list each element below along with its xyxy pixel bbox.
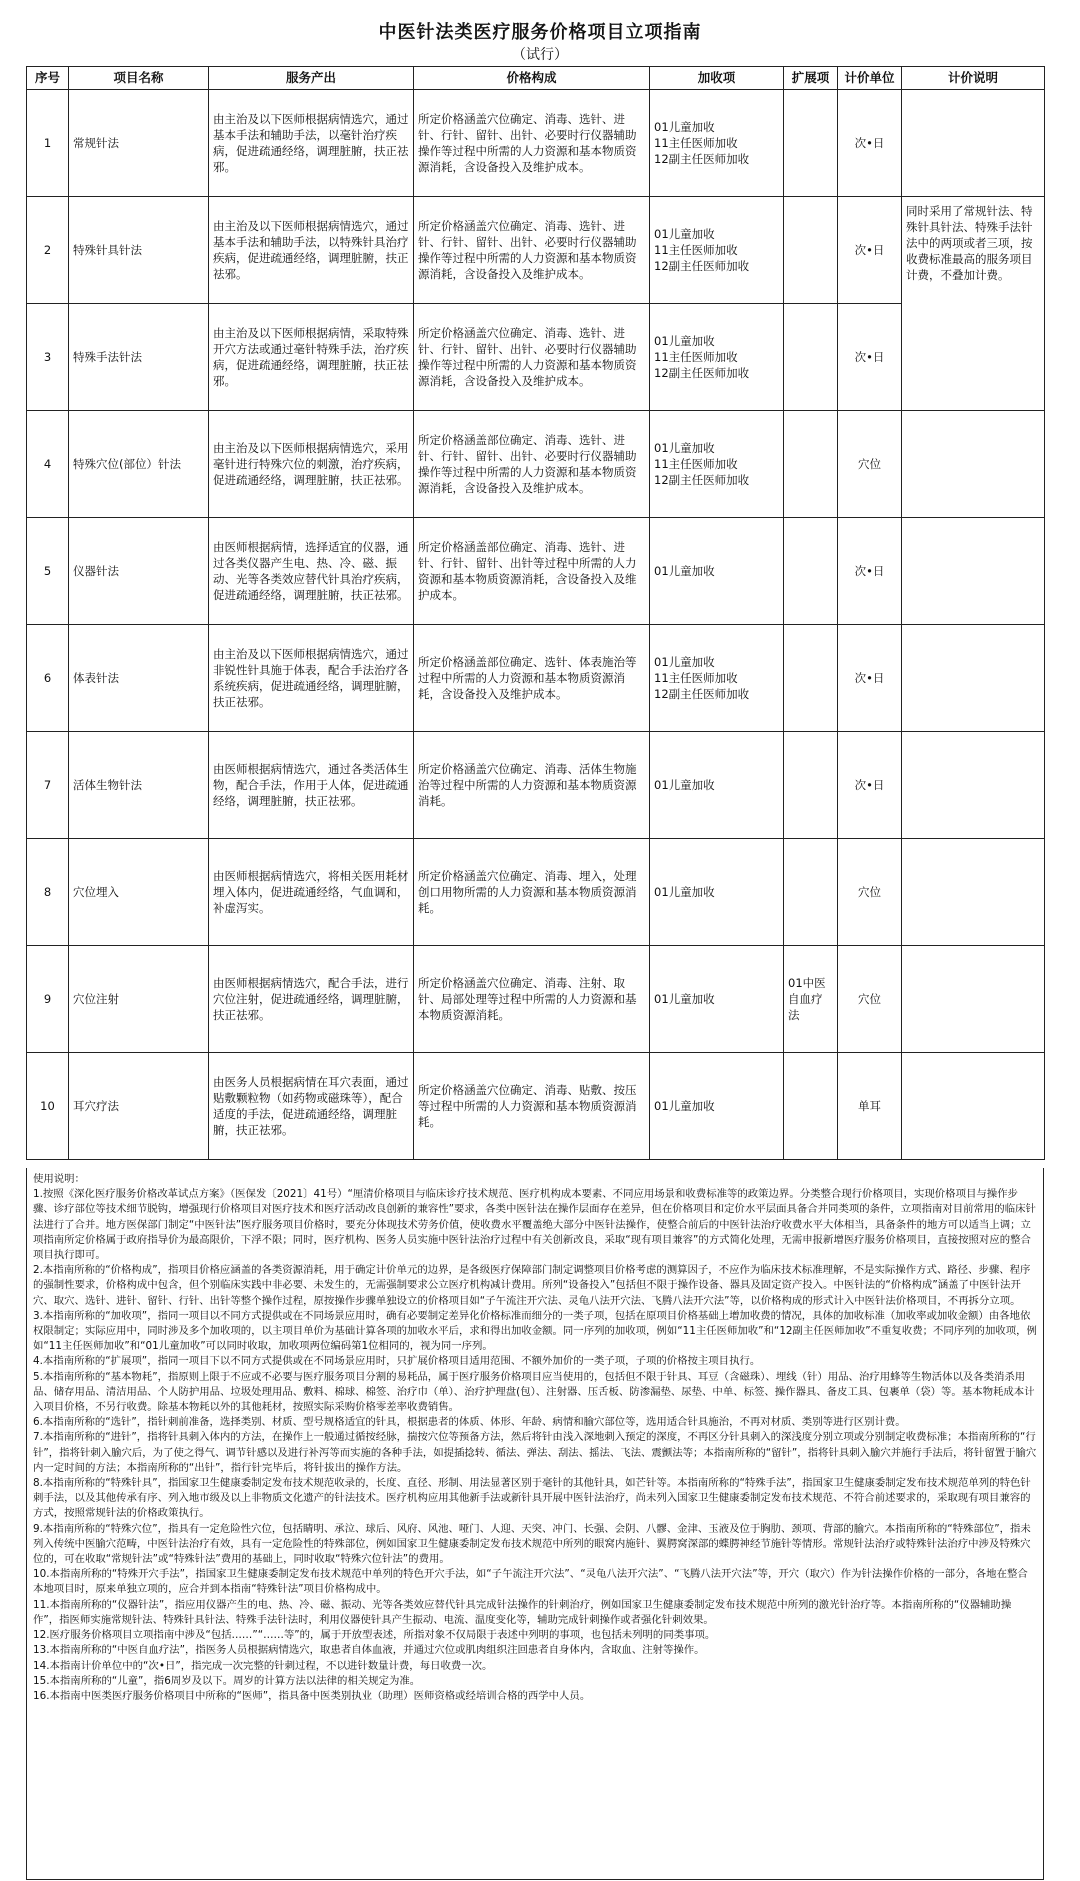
cell-unit: 单耳 bbox=[838, 1053, 902, 1160]
table-row bbox=[27, 304, 1045, 411]
add-item: 01儿童加收 bbox=[654, 778, 715, 792]
cell-note bbox=[902, 411, 1045, 518]
price-item-table bbox=[26, 66, 1045, 1160]
usage-note: 9.本指南所称的“特殊穴位”，指具有一定危险性穴位，包括睛明、承泣、球后、风府、风池、哑门、人迎、天突、冲门、长强、会阴、八髎、金津、玉液及位于胸肋、颈项、背部的腧穴。本指南所称的“特殊部位”，指未列入传统中医腧穴范畴，中医针法治疗有效，具有一定危险性的特殊部位，例如国家卫生健康委制定发布技术规范中所列的眼窝内施针、翼腭窝深部的蝶腭神经节施针等情形。常规针法治疗或特殊针法治疗中涉及特殊穴位的，可在收取“常规针法”或“特殊针法”费用的基础上，同时收取“特殊穴位针法”的费用。 bbox=[33, 1522, 1031, 1566]
cell-no: 7 bbox=[27, 732, 69, 839]
cell-note bbox=[902, 625, 1045, 732]
usage-note: 14.本指南计价单位中的“次•日”，指完成一次完整的针刺过程，不以进针数量计费，每日收费一次。 bbox=[33, 1659, 493, 1672]
cell-output: 由主治及以下医师根据病情选穴，通过基本手法和辅助手法，以毫针治疗疾病，促进疏通经络，调理脏腑，扶正祛邪。 bbox=[209, 90, 414, 197]
usage-note: 3.本指南所称的“加收项”，指同一项目以不同方式提供或在不同场景应用时，确有必要制定差异化价格标准而细分的一类子项，包括在原项目价格基础上增加收费的情况，具体的加收标准（加收率或加收金额）由各地依权限制定；实际应用中，同时涉及多个加收项的，以主项目单价为基础计算各项的加收水平后，求和得出加收金额。同一序列的加收项，例如“11主任医师加收”和“12副主任医师加收”不重复收费；不同序列的加收项，例如“11主任医师加收”和“01儿童加收”可以同时收取，加收项两位编码第1位相同的，视为同一序列。 bbox=[33, 1309, 1037, 1353]
table-row bbox=[27, 625, 1045, 732]
usage-note: 5.本指南所称的“基本物耗”，指原则上限于不应或不必要与医疗服务项目分割的易耗品，属于医疗服务价格项目应当使用的，包括但不限于针具、耳豆（含磁珠）、埋线（针）用品、治疗用蜂等生物活体以及各类消杀用品、储存用品、清洁用品、个人防护用品、垃圾处理用品、敷料、棉球、棉签、治疗巾（单）、治疗护理盘(包）、注射器、压舌板、防渗漏垫、尿垫、中单、标签、操作器具、备皮工具、包裹单（袋）等。基本物耗成本计入项目价格，不另行收费。除基本物耗以外的其他耗材，按照实际采购价格零差率收费销售。 bbox=[33, 1370, 1035, 1414]
usage-note: 16.本指南中医类医疗服务价格项目中所称的“医师”，指具备中医类别执业（助理）医师资格或经培训合格的西学中人员。 bbox=[33, 1689, 591, 1702]
usage-notes-title: 使用说明： bbox=[33, 1173, 85, 1185]
cell-no: 3 bbox=[27, 304, 69, 411]
document-title: 中医针法类医疗服务价格项目立项指南 bbox=[378, 22, 702, 43]
cell-add bbox=[650, 411, 784, 518]
add-item: 12副主任医师加收 bbox=[654, 152, 750, 166]
usage-note: 2.本指南所称的“价格构成”，指项目价格应涵盖的各类资源消耗，用于确定计价单元的边界，是各级医疗保障部门制定调整项目价格考虑的测算因子，不应作为临床技术标准理解，不是实际操作方式、路径、步骤、程序的强制性要求，价格构成中包含，但个别临床实践中非必要、未发生的，无需强制要求公立医疗机构减计费用。所列“设备投入”包括但不限于操作设备、器具及固定资产投入。中医针法的“价格构成”涵盖了中医针法开穴、取穴、选针、进针、留针、行针、出针等整个操作过程，原按操作步骤单独设立的价格项目如“子午流注开穴法、灵龟八法开穴法、飞腾八法开穴法”等，以价格构成的形式计入中医针法价格项目，不再拆分立项。 bbox=[33, 1264, 1031, 1307]
cell-unit: 次•日 bbox=[838, 197, 902, 304]
cell-no: 9 bbox=[27, 946, 69, 1053]
cell-name: 特殊穴位(部位）针法 bbox=[69, 411, 209, 518]
cell-no: 2 bbox=[27, 197, 69, 304]
cell-unit: 穴位 bbox=[838, 839, 902, 946]
cell-note bbox=[902, 732, 1045, 839]
cell-unit: 次•日 bbox=[838, 732, 902, 839]
cell-unit: 穴位 bbox=[838, 411, 902, 518]
cell-ext bbox=[784, 839, 838, 946]
cell-add bbox=[650, 839, 784, 946]
cell-no: 5 bbox=[27, 518, 69, 625]
table-row bbox=[27, 411, 1045, 518]
cell-ext bbox=[784, 518, 838, 625]
header-ext: 扩展项 bbox=[784, 67, 838, 90]
add-item: 01儿童加收 bbox=[654, 441, 715, 455]
cell-price: 所定价格涵盖穴位确定、消毒、选针、进针、行针、留针、出针、必要时行仪器辅助操作等过程中所需的人力资源和基本物质资源消耗，含设备投入及维护成本。 bbox=[414, 197, 650, 304]
add-item: 01儿童加收 bbox=[654, 564, 715, 578]
usage-note: 15.本指南所称的“儿童”，指6周岁及以下。周岁的计算方法以法律的相关规定为准。 bbox=[33, 1674, 421, 1687]
header-output: 服务产出 bbox=[209, 67, 414, 90]
cell-output: 由主治及以下医师根据病情选穴，采用毫针进行特殊穴位的刺激，治疗疾病，促进疏通经络，调理脏腑，扶正祛邪。 bbox=[209, 411, 414, 518]
cell-name: 穴位注射 bbox=[69, 946, 209, 1053]
cell-name: 常规针法 bbox=[69, 90, 209, 197]
cell-ext: 01中医自血疗法 bbox=[784, 946, 838, 1053]
cell-no: 6 bbox=[27, 625, 69, 732]
add-item: 11主任医师加收 bbox=[654, 136, 738, 150]
cell-output: 由医师根据病情，选择适宜的仪器，通过各类仪器产生电、热、冷、磁、振动、光等各类效应替代针具治疗疾病，促进疏通经络，调理脏腑，扶正祛邪。 bbox=[209, 518, 414, 625]
usage-note: 10.本指南所称的“特殊开穴手法”，指国家卫生健康委制定发布技术规范中单列的特色开穴手法，如“子午流注开穴法”、“灵龟八法开穴法”、“飞腾八法开穴法”等，开穴（取穴）作为针法操作价格的一部分，各地在整合本地项目时，原来单独立项的，应合并到本指南“特殊针法”项目价格构成中。 bbox=[33, 1568, 1028, 1596]
cell-no: 10 bbox=[27, 1053, 69, 1160]
cell-no: 8 bbox=[27, 839, 69, 946]
cell-name: 耳穴疗法 bbox=[69, 1053, 209, 1160]
table-row bbox=[27, 839, 1045, 946]
cell-add bbox=[650, 946, 784, 1053]
cell-note bbox=[902, 946, 1045, 1053]
cell-output: 由医师根据病情选穴，通过各类活体生物，配合手法，作用于人体，促进疏通经络，调理脏腑，扶正祛邪。 bbox=[209, 732, 414, 839]
add-item: 11主任医师加收 bbox=[654, 350, 738, 364]
cell-ext bbox=[784, 411, 838, 518]
cell-add bbox=[650, 1053, 784, 1160]
table-row bbox=[27, 518, 1045, 625]
cell-price: 所定价格涵盖穴位确定、消毒、贴敷、按压等过程中所需的人力资源和基本物质资源消耗。 bbox=[414, 1053, 650, 1160]
cell-add bbox=[650, 90, 784, 197]
cell-name: 特殊针具针法 bbox=[69, 197, 209, 304]
table-row bbox=[27, 946, 1045, 1053]
cell-output: 由主治及以下医师根据病情，采取特殊开穴方法或通过毫针特殊手法，治疗疾病，促进疏通经络，调理脏腑，扶正祛邪。 bbox=[209, 304, 414, 411]
cell-unit: 次•日 bbox=[838, 90, 902, 197]
cell-ext bbox=[784, 197, 838, 304]
add-item: 01儿童加收 bbox=[654, 120, 715, 134]
add-item: 01儿童加收 bbox=[654, 992, 715, 1006]
usage-note: 4.本指南所称的“扩展项”，指同一项目下以不同方式提供或在不同场景应用时，只扩展价格项目适用范围、不额外加价的一类子项，子项的价格按主项目执行。 bbox=[33, 1355, 761, 1368]
cell-ext bbox=[784, 1053, 838, 1160]
usage-notes bbox=[26, 1168, 1044, 1880]
header-no: 序号 bbox=[27, 67, 69, 90]
table-row bbox=[27, 90, 1045, 197]
cell-unit: 次•日 bbox=[838, 518, 902, 625]
cell-add bbox=[650, 197, 784, 304]
cell-name: 特殊手法针法 bbox=[69, 304, 209, 411]
header-name: 项目名称 bbox=[69, 67, 209, 90]
usage-note: 1.按照《深化医疗服务价格改革试点方案》（医保发〔2021〕41号）“厘清价格项目与临床诊疗技术规范、医疗机构成本要素、不同应用场景和收费标准等的政策边界。分类整合现行价格项目，实现价格项目与操作步骤、诊疗部位等技术细节脱钩，增强现行价格项目对医疗技术和医疗活动改良创新的兼容性”要求，各类中医针法在操作层面存在差异，但在价格项目和定价水平层面具备合并同类项的条件，立项指南对目前常用的临床针法进行了合并。地方医保部门制定“中医针法”医疗服务项目价格时，要充分体现技术劳务价值，使收费水平覆盖绝大部分中医针法操作，使整合前后的中医针法治疗收费水平大体相当，具备条件的地方可以适当上调；立项指南所定价格属于政府指导价为最高限价，下浮不限；同时，医疗机构、医务人员实施中医针法治疗过程中有关创新改良，采取“现有项目兼容”的方式简化处理，无需申报新增医疗服务价格项目，直接按照对应的整合项目执行即可。 bbox=[33, 1188, 1036, 1262]
add-item: 11主任医师加收 bbox=[654, 671, 738, 685]
cell-unit: 次•日 bbox=[838, 304, 902, 411]
cell-output: 由主治及以下医师根据病情选穴，通过非锐性针具施于体表，配合手法治疗各系统疾病，促进疏通经络，调理脏腑，扶正祛邪。 bbox=[209, 625, 414, 732]
add-item: 01儿童加收 bbox=[654, 227, 715, 241]
cell-add bbox=[650, 625, 784, 732]
cell-note bbox=[902, 518, 1045, 625]
usage-note: 7.本指南所称的“进针”，指将针具刺入体内的方法，在操作上一般通过循按经脉，揣按穴位等预备方法，然后将针由浅入深地刺入预定的深度，不再区分针具刺入的深浅度分别立项或分别制定收费标准；本指南所称的“行针”，指将针刺入腧穴后，为了使之得气、调节针感以及进行补泻等而实施的各种手法，如提插捻转、循法、弹法、刮法、摇法、飞法、震颤法等；本指南所称的“留针”，指将针具刺入腧穴并施行手法后，将针留置于腧穴内一定时间的方法；本指南所称的“出针”，指行针完毕后，将针拔出的操作方法。 bbox=[33, 1431, 1037, 1474]
cell-price: 所定价格涵盖部位确定、消毒、选针、进针、行针、留针、出针、必要时行仪器辅助操作等过程中所需的人力资源和基本物质资源消耗，含设备投入及维护成本。 bbox=[414, 411, 650, 518]
cell-note bbox=[902, 839, 1045, 946]
header-add: 加收项 bbox=[650, 67, 784, 90]
cell-name: 穴位埋入 bbox=[69, 839, 209, 946]
add-item: 01儿童加收 bbox=[654, 885, 715, 899]
usage-note: 13.本指南所称的“中医自血疗法”，指医务人员根据病情选穴，取患者自体血液，并通过穴位或肌肉组织注回患者自身体内，含取血、注射等操作。 bbox=[33, 1644, 705, 1657]
add-item: 01儿童加收 bbox=[654, 1099, 715, 1113]
table-row bbox=[27, 732, 1045, 839]
add-item: 12副主任医师加收 bbox=[654, 366, 750, 380]
add-item: 11主任医师加收 bbox=[654, 243, 738, 257]
cell-ext bbox=[784, 732, 838, 839]
cell-price: 所定价格涵盖穴位确定、消毒、注射、取针、局部处理等过程中所需的人力资源和基本物质资源消耗。 bbox=[414, 946, 650, 1053]
cell-output: 由医务人员根据病情在耳穴表面，通过贴敷颗粒物（如药物或磁珠等），配合适度的手法，促进疏通经络，调理脏腑，扶正祛邪。 bbox=[209, 1053, 414, 1160]
cell-unit: 穴位 bbox=[838, 946, 902, 1053]
cell-note bbox=[902, 90, 1045, 197]
usage-note: 8.本指南所称的“特殊针具”，指国家卫生健康委制定发布技术规范收录的，长度、直径、形制、用法显著区别于毫针的其他针具，如芒针等。本指南所称的“特殊手法”，指国家卫生健康委制定发布技术规范单列的特色针刺手法，以及其他传承有序、列入地市级及以上非物质文化遗产的针法技术。医疗机构应用其他新手法或新针具开展中医针法治疗，尚未列入国家卫生健康委制定发布技术规范、不符合前述要求的，采取现有项目兼容的方式，按照常规针法的价格政策执行。 bbox=[33, 1477, 1031, 1520]
header-price: 价格构成 bbox=[414, 67, 650, 90]
cell-price: 所定价格涵盖穴位确定、消毒、埋入，处理创口用物所需的人力资源和基本物质资源消耗。 bbox=[414, 839, 650, 946]
cell-no: 1 bbox=[27, 90, 69, 197]
cell-add bbox=[650, 518, 784, 625]
cell-add bbox=[650, 304, 784, 411]
cell-unit: 次•日 bbox=[838, 625, 902, 732]
cell-price: 所定价格涵盖穴位确定、消毒、选针、进针、行针、留针、出针、必要时行仪器辅助操作等过程中所需的人力资源和基本物质资源消耗，含设备投入及维护成本。 bbox=[414, 90, 650, 197]
cell-ext bbox=[784, 625, 838, 732]
document-subtitle: （试行） bbox=[512, 47, 568, 63]
usage-note: 11.本指南所称的“仪器针法”，指应用仪器产生的电、热、冷、磁、振动、光等各类效应替代针具完成针法操作的针刺治疗，例如国家卫生健康委制定发布技术规范中所列的激光针治疗等。本指南所称的“仪器辅助操作”，指医师实施常规针法、特殊针具针法、特殊手法针法时，利用仪器使针具产生振动、电流、温度变化等，辅助完成针刺操作或者强化针刺效果。 bbox=[33, 1598, 1012, 1626]
add-item: 12副主任医师加收 bbox=[654, 473, 750, 487]
table-header-row bbox=[27, 67, 1045, 90]
cell-output: 由医师根据病情选穴，配合手法，进行穴位注射，促进疏通经络，调理脏腑，扶正祛邪。 bbox=[209, 946, 414, 1053]
add-item: 12副主任医师加收 bbox=[654, 259, 750, 273]
table-row bbox=[27, 197, 1045, 304]
usage-note: 12.医疗服务价格项目立项指南中涉及“包括……”“……等”的，属于开放型表述，所指对象不仅局限于表述中列明的事项，也包括未列明的同类事项。 bbox=[33, 1629, 716, 1642]
cell-output: 由主治及以下医师根据病情选穴，通过基本手法和辅助手法，以特殊针具治疗疾病，促进疏通经络，调理脏腑，扶正祛邪。 bbox=[209, 197, 414, 304]
usage-note: 6.本指南所称的“选针”，指针刺前准备，选择类别、材质、型号规格适宜的针具，根据患者的体质、体形、年龄、病情和腧穴部位等，选用适合针具施治，不再对材质、类别等进行区别计费。 bbox=[33, 1416, 906, 1429]
cell-name: 活体生物针法 bbox=[69, 732, 209, 839]
cell-no: 4 bbox=[27, 411, 69, 518]
add-item: 01儿童加收 bbox=[654, 655, 715, 669]
cell-ext bbox=[784, 90, 838, 197]
add-item: 01儿童加收 bbox=[654, 334, 715, 348]
table-row bbox=[27, 1053, 1045, 1160]
cell-price: 所定价格涵盖部位确定、选针、体表施治等过程中所需的人力资源和基本物质资源消耗，含设备投入及维护成本。 bbox=[414, 625, 650, 732]
cell-output: 由医师根据病情选穴，将相关医用耗材埋入体内，促进疏通经络，气血调和，补虚泻实。 bbox=[209, 839, 414, 946]
cell-note-merged: 同时采用了常规针法、特殊针具针法、特殊手法针法中的两项或者三项，按收费标准最高的服务项目计费，不叠加计费。 bbox=[902, 197, 1045, 411]
cell-price: 所定价格涵盖部位确定、消毒、选针、进针、行针、留针、出针等过程中所需的人力资源和基本物质资源消耗，含设备投入及维护成本。 bbox=[414, 518, 650, 625]
header-unit: 计价单位 bbox=[838, 67, 902, 90]
cell-price: 所定价格涵盖穴位确定、消毒、活体生物施治等过程中所需的人力资源和基本物质资源消耗。 bbox=[414, 732, 650, 839]
cell-price: 所定价格涵盖穴位确定、消毒、选针、进针、行针、留针、出针、必要时行仪器辅助操作等过程中所需的人力资源和基本物质资源消耗，含设备投入及维护成本。 bbox=[414, 304, 650, 411]
header-note: 计价说明 bbox=[902, 67, 1045, 90]
add-item: 11主任医师加收 bbox=[654, 457, 738, 471]
cell-add bbox=[650, 732, 784, 839]
cell-note bbox=[902, 1053, 1045, 1160]
cell-name: 体表针法 bbox=[69, 625, 209, 732]
cell-ext bbox=[784, 304, 838, 411]
add-item: 12副主任医师加收 bbox=[654, 687, 750, 701]
cell-name: 仪器针法 bbox=[69, 518, 209, 625]
